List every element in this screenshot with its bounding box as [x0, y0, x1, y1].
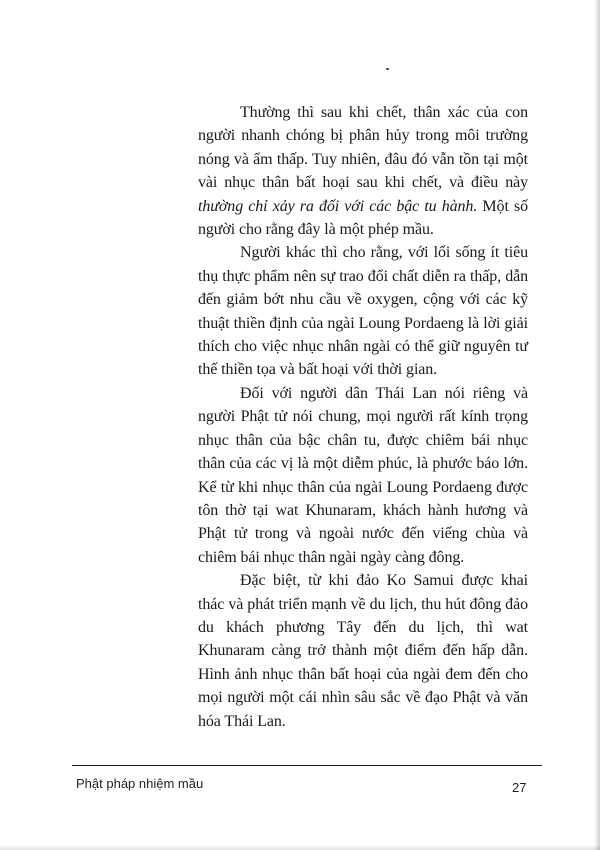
- paragraph: [198, 569, 528, 733]
- paragraph-text: Đặc biệt, từ khi đảo Ko Samui được khai thác và phát triển mạnh về du lịch, thu hút đông đảo du khách phương Tây đến du lịch, thì wat Khunaram càng trở thành một điểm đến hấp dẫn. Hình ảnh nhục thân bất hoại của ngài đem đến cho mọi người một cái nhìn sâu sắc về đạo Phật và văn hóa Thái Lan.: [198, 572, 528, 730]
- paragraph-text: Người khác thì cho rằng, với lối sống ít tiêu thụ thực phẩm nên sự trao đổi chất diễn ra thấp, dẫn đến giảm bớt nhu cầu về oxygen, cộng với các kỹ thuật thiền định của ngài Loung Pordaeng là lời giải thích cho việc nhục nhân ngài có thể giữ nguyên tư thế thiền tọa và bất hoại với thời gian.: [198, 244, 528, 379]
- footer-rule: [72, 765, 542, 766]
- paragraph: [198, 241, 528, 381]
- body-text: [198, 101, 528, 733]
- paragraph-text: Đối với người dân Thái Lan nói riêng và người Phật tử nói chung, mọi người rất kính trọng nhục thân của bậc chân tu, được chiêm bái nhục thân của các vị là một diễm phúc, là phước báo lớn. Kể từ khi nhục thân của ngài Loung Pordaeng được tôn thờ tại wat Khunaram, khách hành hương và Phật tử trong và ngoài nước đến viếng chùa và chiêm bái nhục thân ngài ngày càng đông.: [198, 384, 528, 566]
- paragraph: [198, 382, 528, 569]
- paragraph: [198, 101, 528, 241]
- paragraph-text: Thường thì sau khi chết, thân xác của con người nhanh chóng bị phân hủy trong môi trường nóng và ẩm thấp. Tuy nhiên, đâu đó vẫn tồn tại một vài nhục thân bất hoại sau khi chết, và điều này: [198, 104, 528, 192]
- page-number: 27: [512, 780, 527, 795]
- paragraph-text: Một số người cho rằng đây là một phép mầu.: [198, 197, 528, 239]
- scan-speck: [386, 68, 389, 70]
- paragraph-italic-text: thường chỉ xảy ra đối với các bậc tu hành.: [198, 197, 478, 215]
- scan-edge-shadow-bottom: [0, 845, 600, 850]
- scan-edge-shadow: [594, 0, 600, 850]
- running-footer-title: Phật pháp nhiệm mầu: [76, 776, 204, 791]
